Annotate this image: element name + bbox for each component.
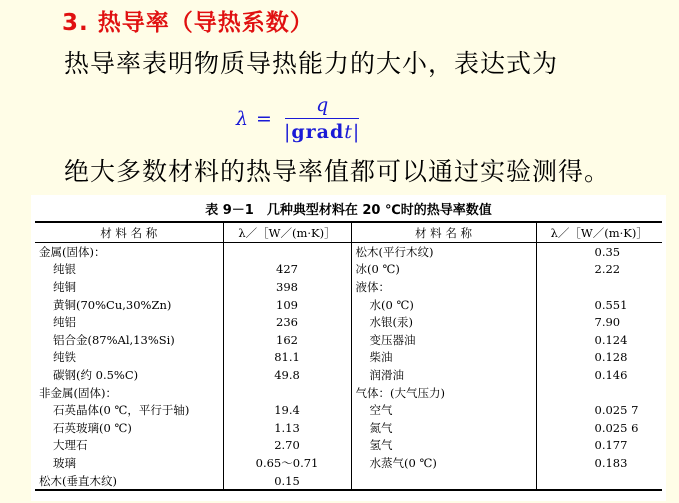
conductivity-table-panel [31, 195, 666, 501]
conductivity-value-cell [536, 472, 662, 491]
conductivity-value-cell: 0.177 [594, 438, 628, 453]
table-row [35, 331, 662, 349]
conclusion-text: 绝大多数材料的热导率值都可以通过实验测得。 [64, 157, 611, 186]
material-name-cell: 纯银 [35, 261, 223, 279]
material-name-cell: 纯铜 [35, 278, 223, 296]
material-name-cell: 松木(平行木纹) [351, 243, 536, 261]
material-name-cell: 石英玻璃(0 ℃) [35, 419, 223, 437]
table-row [35, 419, 662, 437]
material-name-cell: 铝合金(87%Al,13%Si) [35, 331, 223, 349]
material-name-cell: 石英晶体(0 ℃，平行于轴) [35, 401, 223, 419]
formula-denominator [280, 119, 364, 143]
material-name-cell: 玻璃 [35, 454, 223, 472]
conductivity-value-cell [536, 384, 662, 402]
abs-bar-left: | [283, 121, 292, 143]
table-header-row [35, 222, 662, 243]
conductivity-value-cell: 0.35 [594, 244, 621, 259]
conductivity-value-cell: 427 [223, 261, 351, 279]
table-row [35, 278, 662, 296]
table-row [35, 437, 662, 455]
material-name-cell: 松木(垂直木纹) [35, 472, 223, 491]
conductivity-value-cell: 236 [223, 313, 351, 331]
material-name-cell: 空气 [351, 401, 536, 419]
material-name-cell: 水(0 ℃) [351, 296, 536, 314]
material-name-cell [351, 472, 536, 491]
conductivity-value-cell: 0.183 [594, 455, 628, 470]
conductivity-value-cell: 0.025 7 [594, 403, 639, 418]
formula-numerator: q [316, 94, 329, 116]
material-name-cell: 冰(0 ℃) [351, 261, 536, 279]
conductivity-value-cell: 162 [223, 331, 351, 349]
conductivity-value-cell: 398 [223, 278, 351, 296]
material-name-cell: 金属(固体)： [35, 243, 223, 261]
conductivity-value-cell: 81.1 [223, 349, 351, 367]
thermal-conductivity-formula [236, 94, 364, 143]
material-name-cell: 柴油 [351, 349, 536, 367]
conductivity-value-cell: 7.90 [594, 315, 621, 330]
material-name-cell: 变压器油 [351, 331, 536, 349]
material-name-cell: 氢气 [351, 437, 536, 455]
table-row [35, 261, 662, 279]
conductivity-value-cell [223, 243, 351, 261]
section-heading: 3. 热导率（导热系数） [62, 10, 314, 36]
formula-lambda: λ [236, 107, 249, 130]
conductivity-value-cell: 0.128 [594, 350, 628, 365]
table-caption: 表 9－1 几种典型材料在 20 ℃时的热导率数值 [205, 203, 492, 218]
conductivity-value-cell [223, 384, 351, 402]
header-material-name-1: 材 料 名 称 [35, 222, 223, 243]
material-name-cell: 碳钢(约 0.5%C) [35, 366, 223, 384]
conductivity-value-cell: 0.124 [594, 332, 628, 347]
material-name-cell: 氮气 [351, 419, 536, 437]
table-row [35, 349, 662, 367]
conductivity-value-cell: 0.146 [594, 367, 628, 382]
conductivity-value-cell: 49.8 [223, 366, 351, 384]
formula-equals: = [256, 107, 272, 130]
conductivity-value-cell: 0.025 6 [594, 420, 639, 435]
material-name-cell: 黄铜(70%Cu,30%Zn) [35, 296, 223, 314]
header-conductivity-2: λ／［W／(m·K)］ [536, 222, 662, 243]
temperature-var: t [344, 121, 353, 143]
material-name-cell: 润滑油 [351, 366, 536, 384]
table-row [35, 366, 662, 384]
table-row [35, 243, 662, 261]
table-row [35, 472, 662, 491]
material-name-cell: 纯铝 [35, 313, 223, 331]
grad-word: grad [291, 121, 345, 143]
conductivity-value-cell: 2.22 [594, 262, 621, 277]
header-conductivity-1: λ／［W／(m·K)］ [223, 222, 351, 243]
conductivity-value-cell: 0.15 [223, 472, 351, 491]
material-name-cell: 非金属(固体)： [35, 384, 223, 402]
abs-bar-right: | [352, 121, 361, 143]
conductivity-value-cell: 2.70 [223, 437, 351, 455]
header-material-name-2: 材 料 名 称 [351, 222, 536, 243]
conductivity-table [35, 221, 662, 491]
table-row [35, 296, 662, 314]
conductivity-value-cell: 19.4 [223, 401, 351, 419]
formula-fraction [280, 94, 364, 143]
material-name-cell: 液体： [351, 278, 536, 296]
conductivity-value-cell: 1.13 [223, 419, 351, 437]
conductivity-value-cell [536, 278, 662, 296]
table-row [35, 401, 662, 419]
intro-text: 热导率表明物质导热能力的大小，表达式为 [64, 49, 559, 78]
material-name-cell: 水银(汞) [351, 313, 536, 331]
table-row [35, 313, 662, 331]
material-name-cell: 气体：(大气压力) [351, 384, 536, 402]
material-name-cell: 水蒸气(0 ℃) [351, 454, 536, 472]
conductivity-value-cell: 0.65～0.71 [223, 454, 351, 472]
table-row [35, 384, 662, 402]
conductivity-value-cell: 0.551 [594, 297, 628, 312]
conductivity-value-cell: 109 [223, 296, 351, 314]
material-name-cell: 纯铁 [35, 349, 223, 367]
material-name-cell: 大理石 [35, 437, 223, 455]
table-row [35, 454, 662, 472]
